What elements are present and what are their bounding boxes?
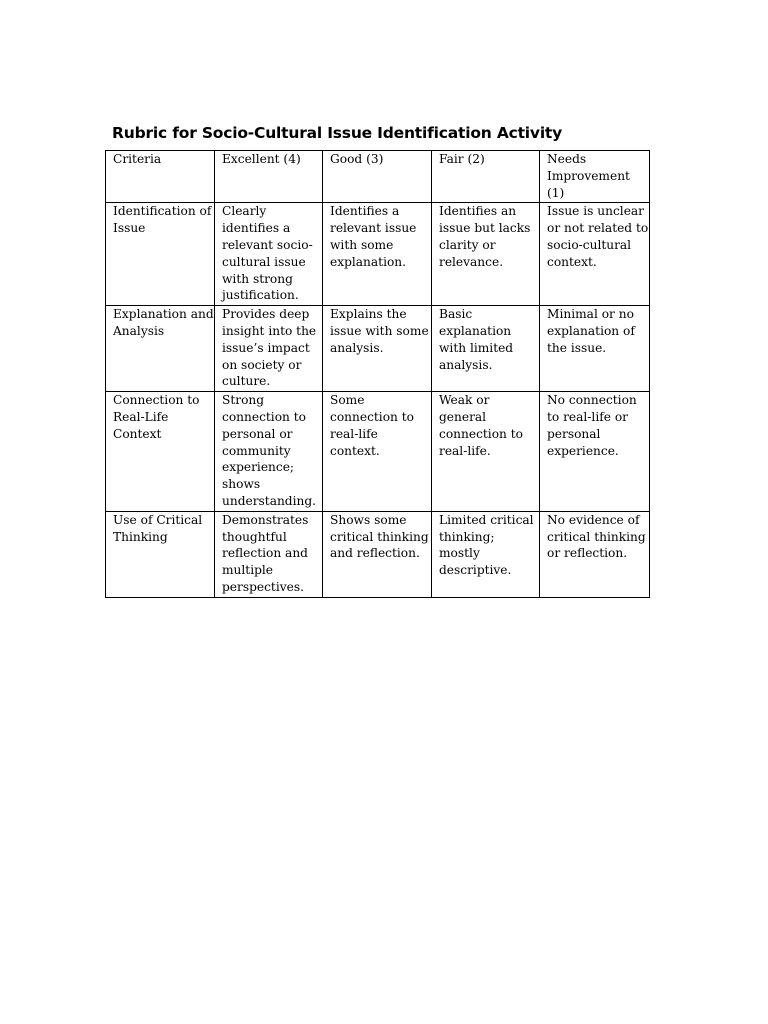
page-title: Rubric for Socio-Cultural Issue Identification Activity: [112, 124, 563, 142]
header-cell-excellent: Excellent (4): [215, 151, 323, 203]
needs-improvement-cell: No connection to real-life or personal experience.: [540, 392, 650, 512]
table-row: [106, 203, 650, 306]
criteria-cell: Use of Critical Thinking: [106, 511, 215, 597]
rubric-table: [105, 150, 650, 598]
header-cell-needs-improvement: Needs Improvement (1): [540, 151, 650, 203]
excellent-cell: Clearly identifies a relevant socio-cultural issue with strong justification.: [215, 203, 323, 306]
needs-improvement-cell: No evidence of critical thinking or reflection.: [540, 511, 650, 597]
good-cell: Explains the issue with some analysis.: [323, 306, 432, 392]
excellent-cell: Demonstrates thoughtful reflection and multiple perspectives.: [215, 511, 323, 597]
fair-cell: Limited critical thinking; mostly descriptive.: [432, 511, 540, 597]
table-row: [106, 306, 650, 392]
good-cell: Shows some critical thinking and reflection.: [323, 511, 432, 597]
excellent-cell: Provides deep insight into the issue’s impact on society or culture.: [215, 306, 323, 392]
excellent-cell: Strong connection to personal or community experience; shows understanding.: [215, 392, 323, 512]
fair-cell: Identifies an issue but lacks clarity or relevance.: [432, 203, 540, 306]
criteria-cell: Connection to Real-Life Context: [106, 392, 215, 512]
good-cell: Some connection to real-life context.: [323, 392, 432, 512]
fair-cell: Weak or general connection to real-life.: [432, 392, 540, 512]
header-cell-good: Good (3): [323, 151, 432, 203]
table-row: [106, 392, 650, 512]
criteria-cell: Identification of Issue: [106, 203, 215, 306]
header-cell-criteria: Criteria: [106, 151, 215, 203]
criteria-cell: Explanation and Analysis: [106, 306, 215, 392]
needs-improvement-cell: Minimal or no explanation of the issue.: [540, 306, 650, 392]
header-cell-fair: Fair (2): [432, 151, 540, 203]
table-header-row: [106, 151, 650, 203]
good-cell: Identifies a relevant issue with some explanation.: [323, 203, 432, 306]
fair-cell: Basic explanation with limited analysis.: [432, 306, 540, 392]
table-row: [106, 511, 650, 597]
needs-improvement-cell: Issue is unclear or not related to socio-cultural context.: [540, 203, 650, 306]
